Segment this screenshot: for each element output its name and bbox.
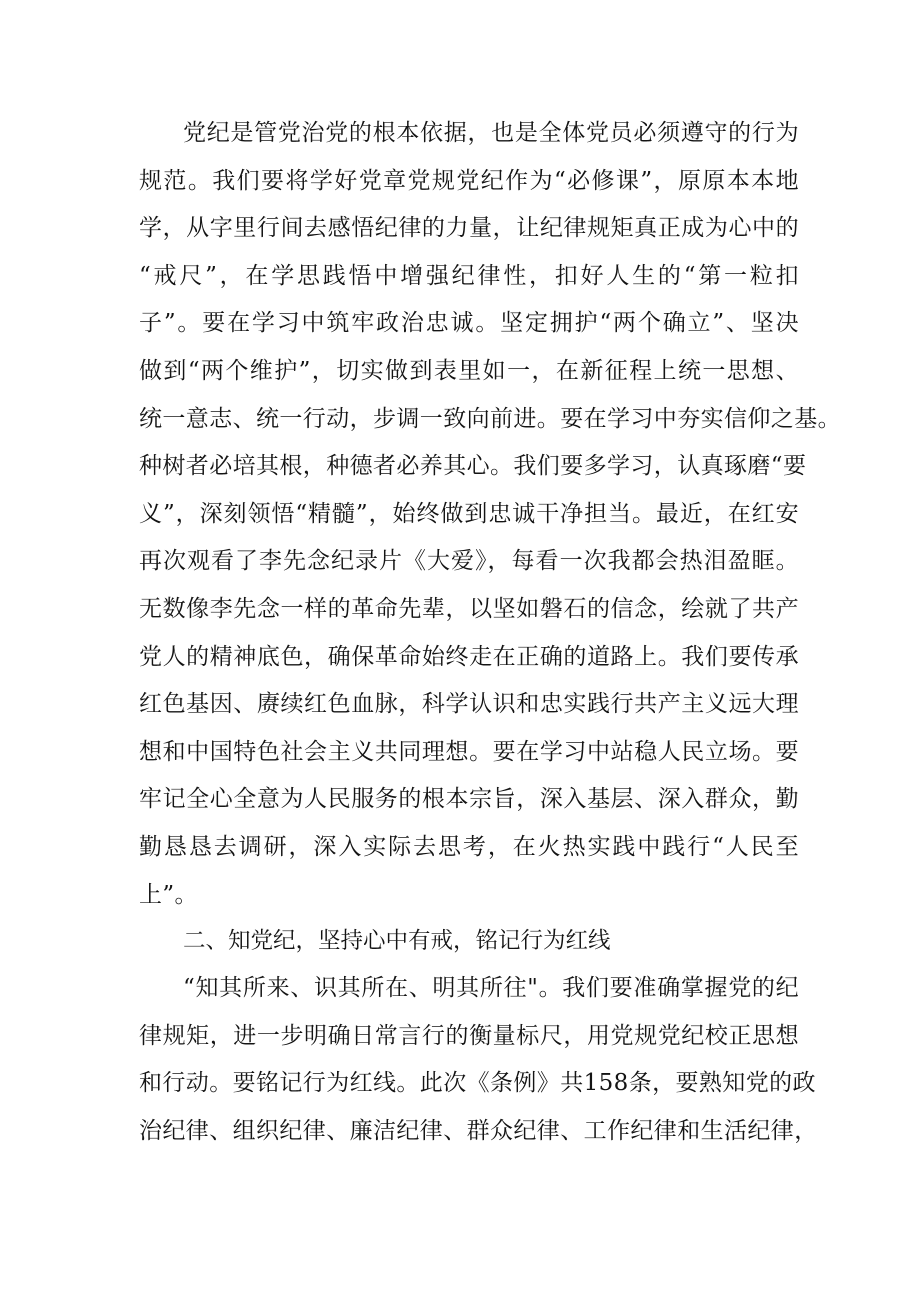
paragraph-line: 想和中国特色社会主义共同理想。要在学习中站稳人民立场。要 <box>139 738 799 765</box>
paragraph-line: “戒尺”，在学思践悟中增强纪律性，扣好人生的“第一粒扣 <box>139 262 799 289</box>
section-heading: 二、知党纪，坚持心中有戒，铭记行为红线 <box>183 928 611 954</box>
paragraph-line: 统一意志、统一行动，步调一致向前进。要在学习中夯实信仰之基。 <box>139 405 841 432</box>
paragraph-line: 规范。我们要将学好党章党规党纪作为“必修课”，原原本本地 <box>139 167 799 194</box>
paragraph-line: “知其所来、识其所在、明其所往"。我们要准确掌握党的纪 <box>183 975 799 1001</box>
paragraph-line: 种树者必培其根，种德者必养其心。我们要多学习，认真琢磨“要 <box>139 453 807 480</box>
paragraph-line: 党人的精神底色，确保革命始终走在正确的道路上。我们要传承 <box>139 643 799 670</box>
paragraph-line: 红色基因、赓续红色血脉，科学认识和忠实践行共产主义远大理 <box>139 691 799 718</box>
paragraph-line: 做到“两个维护”，切实做到表里如一，在新征程上统一思想、 <box>139 357 799 384</box>
paragraph-line: 上”。 <box>139 881 198 908</box>
paragraph-line: 子”。要在学习中筑牢政治忠诚。坚定拥护“两个确立”、坚决 <box>139 310 799 337</box>
paragraph-line: 学，从字里行间去感悟纪律的力量，让纪律规矩真正成为心中的 <box>139 215 799 242</box>
paragraph-party-discipline-study <box>139 110 841 919</box>
paragraph-line: 和行动。要铭记行为红线。此次《条例》共158条，要熟知党的政 <box>139 1070 816 1097</box>
paragraph-line: 无数像李先念一样的革命先辈，以坚如磐石的信念，绘就了共产 <box>139 595 799 622</box>
paragraph-know-discipline <box>139 965 818 1155</box>
paragraph-line: 律规矩，进一步明确日常言行的衡量标尺，用党规党纪校正思想 <box>139 1022 799 1049</box>
paragraph-line: 义”，深刻领悟“精髓”，始终做到忠诚干净担当。最近，在红安 <box>139 500 799 527</box>
paragraph-line: 党纪是管党治党的根本依据，也是全体党员必须遵守的行为 <box>183 120 799 146</box>
paragraph-line: 牢记全心全意为人民服务的根本宗旨，深入基层、深入群众，勤 <box>139 786 799 813</box>
paragraph-line: 勤恳恳去调研，深入实际去思考，在火热实践中践行“人民至 <box>139 833 799 860</box>
paragraph-line: 再次观看了李先念纪录片《大爱》，每看一次我都会热泪盈眶。 <box>139 548 799 575</box>
paragraph-line: 治纪律、组织纪律、廉洁纪律、群众纪律、工作纪律和生活纪律， <box>139 1117 818 1144</box>
